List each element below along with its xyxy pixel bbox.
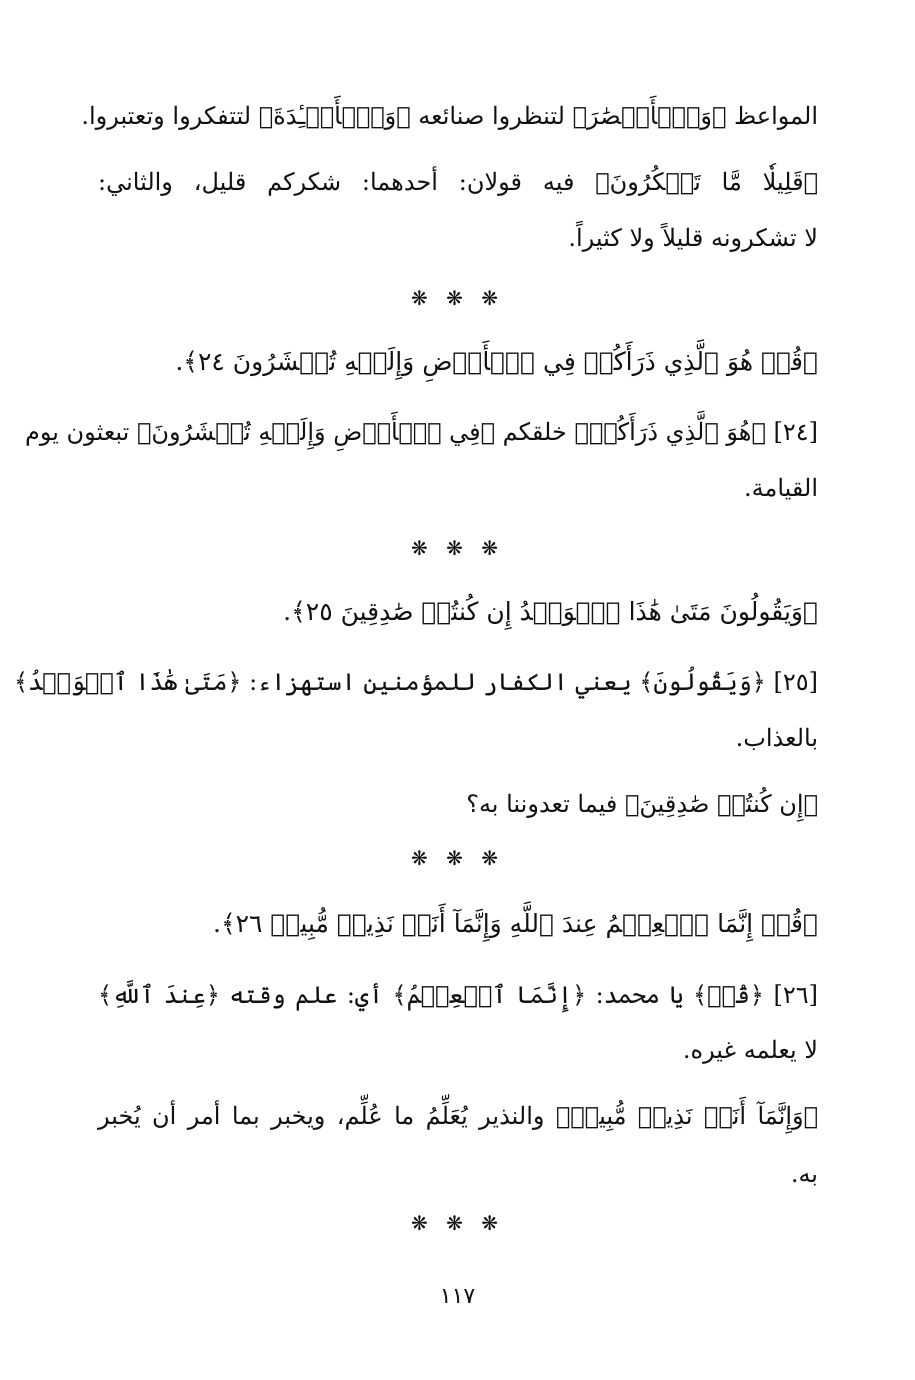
text-line-5: القيامة.	[743, 474, 818, 502]
verse-24: ﴿قُلۡ هُوَ ٱلَّذِي ذَرَأَكُمۡ فِي ٱلۡأَرۡضِ وَإِلَيۡهِ تُحۡشَرُونَ ٢٤﴾.	[175, 347, 818, 376]
verse-25: ﴿وَيَقُولُونَ مَتَىٰ هَٰذَا ٱلۡوَعۡدُ إِن كُنتُمۡ صَٰدِقِينَ ٢٥﴾.	[283, 597, 818, 626]
text-line-6: [٢٥] ﴿وَيَقُولُونَ﴾ يعني الكفار للمؤمنين استهزاء: ﴿مَتَىٰ هَٰذَا ٱلۡوَعۡدُ﴾	[13, 668, 818, 696]
section-separator-1: ❋ ❋ ❋	[411, 286, 504, 310]
text-line-12: به.	[790, 1160, 818, 1188]
section-separator-2: ❋ ❋ ❋	[411, 536, 504, 560]
verse-26: ﴿قُلۡ إِنَّمَا ٱلۡعِلۡمُ عِندَ ٱللَّهِ وَإِنَّمَآ أَنَا۠ نَذِيرٞ مُّبِينٞ ٢٦﴾.	[213, 909, 818, 938]
text-line-10: لا يعلمه غيره.	[682, 1036, 818, 1064]
text-line-11: ﴿وَإِنَّمَآ أَنَا۠ نَذِيرٞ مُّبِينٞ﴾ والنذير يُعَلِّمُ ما عُلِّم، ويخبر بما أمر أن يُخبر	[98, 1102, 818, 1130]
section-separator-4: ❋ ❋ ❋	[411, 1211, 504, 1235]
text-line-2: ﴿قَلِيلٗا مَّا تَشۡكُرُونَ﴾ فيه قولان: أحدهما: شكركم قليل، والثاني:	[98, 168, 818, 196]
page-number: ١١٧	[439, 1284, 476, 1309]
text-line-1: المواعظ ﴿وَٱلۡأَبۡصَٰرَ﴾ لتنظروا صنائعه ﴿وَٱلۡأَفۡـِٔدَةَ﴾ لتتفكروا وتعتبروا.	[81, 102, 818, 130]
text-line-3: لا تشكرونه قليلاً ولا كثيراً.	[568, 224, 818, 252]
text-line-8: ﴿إِن كُنتُمۡ صَٰدِقِينَ﴾ فيما تعدوننا به؟	[466, 790, 818, 818]
text-line-7: بالعذاب.	[735, 724, 818, 752]
text-line-4: [٢٤] ﴿هُوَ ٱلَّذِي ذَرَأَكُمۡ﴾ خلقكم ﴿فِي ٱلۡأَرۡضِ وَإِلَيۡهِ تُحۡشَرُونَ﴾ تبعثون يوم	[24, 418, 818, 446]
text-line-9: [٢٦] ﴿قُلۡ﴾ يا محمد: ﴿إِنَّمَا ٱلۡعِلۡمُ﴾ أي: علم وقته ﴿عِندَ ٱللَّهِ﴾	[98, 981, 818, 1009]
section-separator-3: ❋ ❋ ❋	[411, 846, 504, 870]
